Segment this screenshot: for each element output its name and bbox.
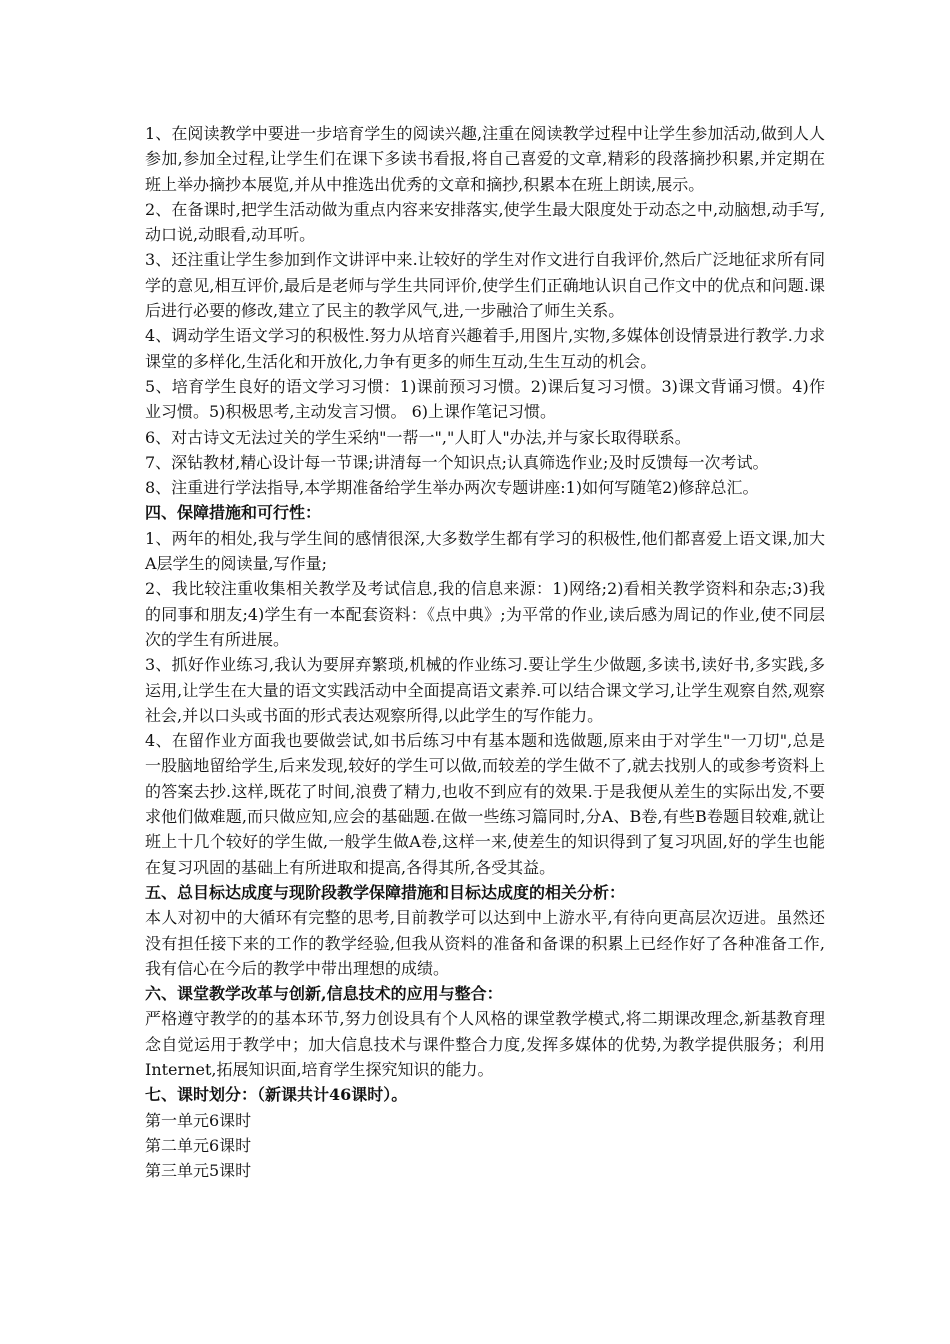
paragraph-homework-tiers: 4、在留作业方面我也要做尝试,如书后练习中有基本题和选做题,原来由于对学生"一刀切",总是一股脑地留给学生,后来发现,较好的学生可以做,而较差的学生做不了,就去找别人的或参考资料上的答案去抄.这样,既花了时间,浪费了精力,也收不到应有的效果.于是我便从差生的实际出发,不要求他们做难题,而只做应知,应会的基础题.在做一些练习篇同时,分A、B卷,有些B卷题目较难,就让班上十几个较好的学生做,一般学生做A卷,这样一来,使差生的知识得到了复习巩固,好的学生也能在复习巩固的基础上有所进取和提高,各得其所,各受其益。 bbox=[145, 731, 825, 877]
paragraph-classroom-reform: 严格遵守教学的的基本环节,努力创设具有个人风格的课堂教学模式,将二期课改理念,新基教育理念自觉运用于教学中；加大信息技术与课件整合力度,发挥多媒体的优势,为教学提供服务；利用Internet,拓展知识面,培育学生探究知识的能力。 bbox=[145, 1009, 825, 1079]
section-heading-7: 七、课时划分：（新课共计46课时）。 bbox=[145, 1085, 408, 1105]
paragraph-lesson-prep: 2、在备课时,把学生活动做为重点内容来安排落实,使学生最大限度处于动态之中,动脑想,动手写,动口说,动眼看,动耳听。 bbox=[145, 199, 825, 245]
paragraph-study-habits: 5、培育学生良好的语文学习习惯：1)课前预习习惯。2)课后复习习惯。3)课文背诵习惯。4)作业习惯。5)积极思考,主动发言习惯。 6)上课作笔记习惯。 bbox=[145, 376, 825, 422]
list-item-unit-3: 第三单元5课时 bbox=[145, 1161, 252, 1181]
section-heading-5: 五、总目标达成度与现阶段教学保障措施和目标达成度的相关分析： bbox=[145, 882, 626, 902]
section-heading-4: 四、保障措施和可行性： bbox=[145, 503, 322, 523]
paragraph-essay-review: 3、还注重让学生参加到作文讲评中来.让较好的学生对作文进行自我评价,然后广泛地征求所有同学的意见,相互评价,最后是老师与学生共同评价,使学生们正确地认识自己作文中的优点和问题.课后进行必要的修改,建立了民主的教学风气,进,一步融洽了师生关系。 bbox=[145, 250, 825, 321]
paragraph-reading-interest: 1、在阅读教学中要进一步培育学生的阅读兴趣,注重在阅读教学过程中让学生参加活动,做到人人参加,参加全过程,让学生们在课下多读书看报,将自己喜爱的文章,精彩的段落摘抄积累,并定期在班上举办摘抄本展览,并从中推选出优秀的文章和摘抄,积累本在班上朗读,展示。 bbox=[145, 124, 825, 194]
list-item-unit-1: 第一单元6课时 bbox=[145, 1110, 252, 1130]
paragraph-goal-analysis: 本人对初中的大循环有完整的思考,目前教学可以达到中上游水平,有待向更高层次迈进。虽然还没有担任接下来的工作的教学经验,但我从资料的准备和备课的积累上已经作好了各种准备工作,我有信心在今后的教学中带出理想的成绩。 bbox=[145, 908, 825, 978]
paragraph-information-sources: 2、我比较注重收集相关教学及考试信息,我的信息来源：1)网络;2)看相关教学资料和杂志;3)我的同事和朋友;4)学生有一本配套资料：《点中典》;为平常的作业,读后感为周记的作业,使不同层次的学生有所进展。 bbox=[145, 579, 825, 649]
paragraph-relationship: 1、两年的相处,我与学生间的感情很深,大多数学生都有学习的积极性,他们都喜爱上语文课,加大A层学生的阅读量,写作量; bbox=[145, 528, 825, 574]
paragraph-textbook-study: 7、深钻教材,精心设计每一节课;讲清每一个知识点;认真筛选作业;及时反馈每一次考试。 bbox=[145, 452, 769, 472]
document-body bbox=[145, 121, 825, 1183]
paragraph-homework-practice: 3、抓好作业练习,我认为要屏弃繁琐,机械的作业练习.要让学生少做题,多读书,读好书,多实践,多运用,让学生在大量的语文实践活动中全面提高语文素养.可以结合课文学习,让学生观察自然,观察社会,并以口头或书面的形式表达观察所得,以此学生的写作能力。 bbox=[145, 655, 825, 725]
list-item-unit-2: 第二单元6课时 bbox=[145, 1135, 252, 1155]
paragraph-classical-poetry: 6、对古诗文无法过关的学生采纳"一帮一","人盯人"办法,并与家长取得联系。 bbox=[145, 427, 691, 447]
paragraph-motivation: 4、调动学生语文学习的积极性.努力从培育兴趣着手,用图片,实物,多媒体创设情景进行教学.力求课堂的多样化,生活化和开放化,力争有更多的师生互动,生生互动的机会。 bbox=[145, 326, 825, 371]
section-heading-6: 六、课堂教学改革与创新,信息技术的应用与整合： bbox=[145, 984, 503, 1004]
paragraph-study-methods: 8、注重进行学法指导,本学期准备给学生举办两次专题讲座:1)如何写随笔2)修辞总汇。 bbox=[145, 478, 759, 498]
